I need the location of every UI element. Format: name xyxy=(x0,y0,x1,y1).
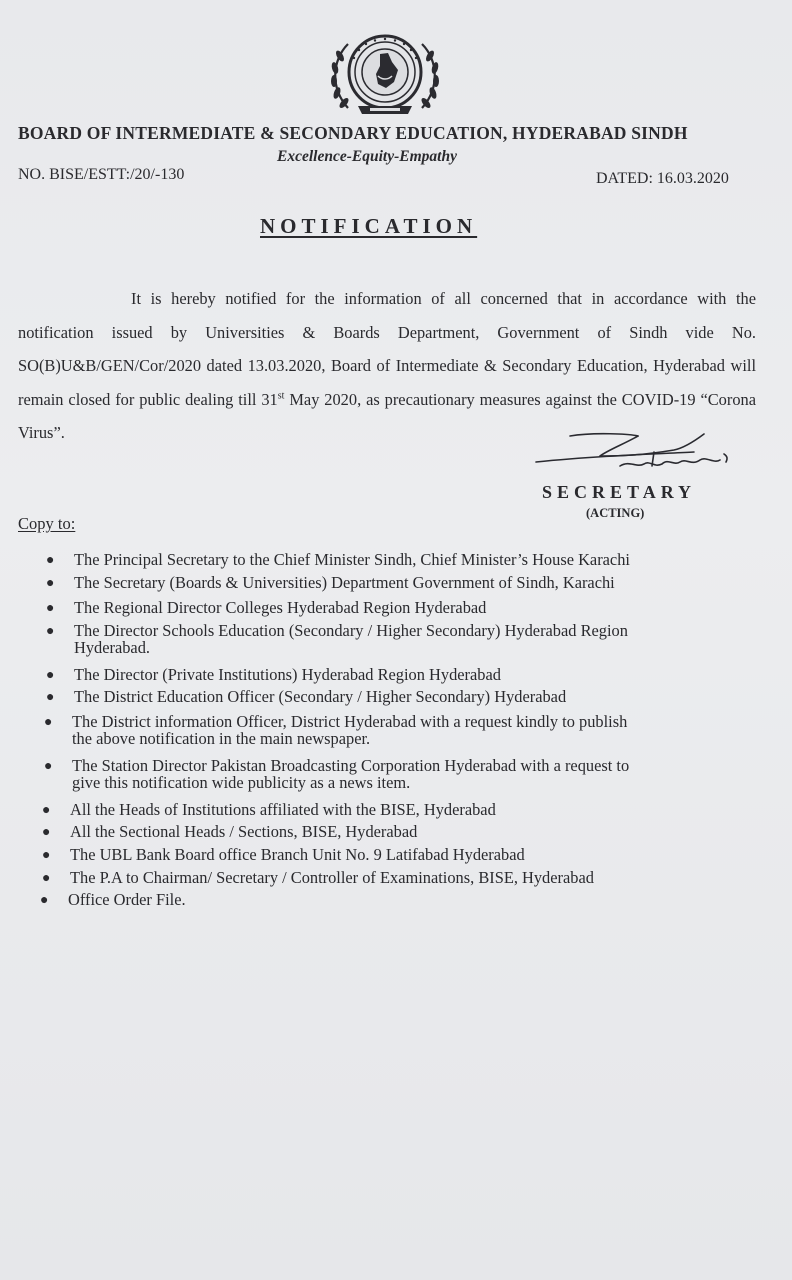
document-date: DATED: 16.03.2020 xyxy=(596,170,729,187)
bullet-icon: ● xyxy=(46,601,55,616)
list-item xyxy=(46,598,487,617)
bullet-icon: ● xyxy=(46,690,55,705)
list-item xyxy=(42,845,525,864)
list-item-text: The District information Officer, District Hyderabad with a request kindly to publish xyxy=(72,712,628,731)
list-item-text: Office Order File. xyxy=(68,890,186,909)
notification-body xyxy=(18,282,756,450)
bullet-icon: ● xyxy=(44,759,53,774)
bullet-icon: ● xyxy=(40,893,49,908)
bullet-icon: ● xyxy=(42,803,51,818)
list-item-text: All the Heads of Institutions affiliated with the BISE, Hyderabad xyxy=(70,800,496,819)
list-item xyxy=(46,573,615,592)
bullet-icon: ● xyxy=(42,825,51,840)
bullet-icon: ● xyxy=(42,871,51,886)
bullet-icon: ● xyxy=(42,848,51,863)
list-item-text-continued: give this notification wide publicity as a news item. xyxy=(72,773,411,792)
list-item-text-continued: the above notification in the main newspaper. xyxy=(72,729,371,748)
list-item-text-continued: Hyderabad. xyxy=(74,638,150,657)
list-item xyxy=(44,712,628,748)
list-item-text: The Director Schools Education (Secondary / Higher Secondary) Hyderabad Region xyxy=(74,621,628,640)
list-item-text: All the Sectional Heads / Sections, BISE, Hyderabad xyxy=(70,822,418,841)
bullet-icon: ● xyxy=(46,553,55,568)
list-item-text: The Regional Director Colleges Hyderabad Region Hyderabad xyxy=(74,598,487,617)
list-item xyxy=(46,621,628,657)
board-name-heading: BOARD OF INTERMEDIATE & SECONDARY EDUCATION, HYDERABAD SINDH xyxy=(18,123,688,143)
list-item-text: The UBL Bank Board office Branch Unit No. 9 Latifabad Hyderabad xyxy=(70,845,525,864)
notification-body-text-1: It is hereby notified for the information of all concerned that in accordance with the notification issued by Universities & Boards Department, Government of Sindh vide No. SO(B)U&B/GEN/Cor/2020 dated 13.03.2020, Board of Intermediate & Secondary Education, Hyderabad will remain closed for public dealing till 31 xyxy=(18,289,756,409)
bullet-icon: ● xyxy=(46,668,55,683)
list-item-text: The Station Director Pakistan Broadcasting Corporation Hyderabad with a request to xyxy=(72,756,630,775)
list-item xyxy=(42,868,594,887)
list-item-text: The Principal Secretary to the Chief Minister Sindh, Chief Minister’s House Karachi xyxy=(74,550,630,569)
notification-body-text-2: May 2020, as precautionary measures against the COVID-19 “Corona Virus”. xyxy=(18,389,756,443)
bullet-icon: ● xyxy=(46,576,55,591)
list-item xyxy=(46,687,567,706)
bullet-icon: ● xyxy=(46,624,55,639)
board-seal-emblem-icon xyxy=(318,26,452,122)
list-item xyxy=(46,665,501,684)
notification-title: NOTIFICATION xyxy=(260,214,478,238)
copy-to-label: Copy to: xyxy=(18,514,76,533)
list-item xyxy=(42,800,496,819)
notification-body-superscript: st xyxy=(277,390,285,402)
list-item-text: The Director (Private Institutions) Hyderabad Region Hyderabad xyxy=(74,665,501,684)
reference-number: NO. BISE/ESTT:/20/-130 xyxy=(18,166,185,183)
signatory-designation: (ACTING) xyxy=(586,506,645,520)
list-item xyxy=(40,890,186,909)
list-item-text: The P.A to Chairman/ Secretary / Controller of Examinations, BISE, Hyderabad xyxy=(70,868,594,887)
list-item xyxy=(42,822,418,841)
list-item xyxy=(46,550,630,569)
list-item-text: The District Education Officer (Secondary / Higher Secondary) Hyderabad xyxy=(74,687,567,706)
board-motto: Excellence-Equity-Empathy xyxy=(277,148,457,165)
bullet-icon: ● xyxy=(44,715,53,730)
list-item-text: The Secretary (Boards & Universities) Department Government of Sindh, Karachi xyxy=(74,573,615,592)
list-item xyxy=(44,756,630,792)
signatory-title: SECRETARY xyxy=(542,482,697,502)
handwritten-signature-icon xyxy=(534,430,744,486)
